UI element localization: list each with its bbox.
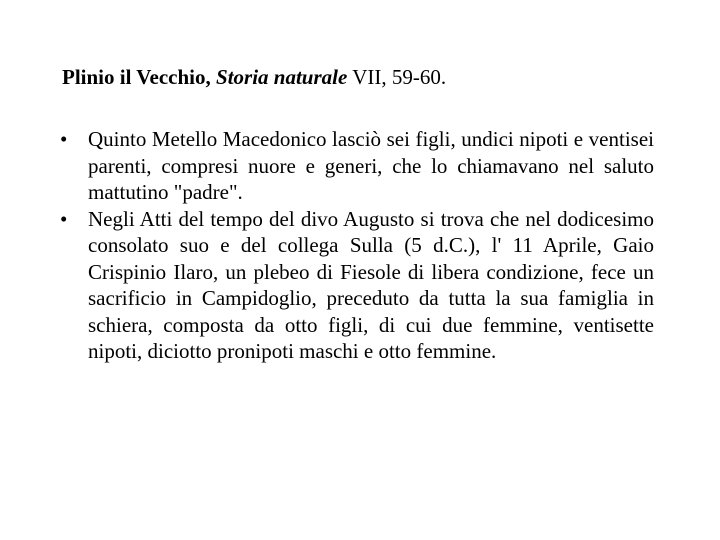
slide-title <box>62 64 662 90</box>
title-work: Storia naturale <box>216 65 348 89</box>
bullet-text: Quinto Metello Macedonico lasciò sei figli, undici nipoti e ventisei parenti, compresi nuore e generi, che lo chiamavano nel saluto mattutino "padre". <box>88 127 654 204</box>
bullet-marker-icon: • <box>60 206 68 231</box>
title-reference: VII, 59-60. <box>352 65 447 89</box>
title-author: Plinio il Vecchio, <box>62 65 211 89</box>
bullet-list <box>60 126 654 365</box>
bullet-item <box>60 126 654 206</box>
bullet-marker-icon: • <box>60 127 68 151</box>
bullet-item <box>60 206 654 365</box>
bullet-text: Negli Atti del tempo del divo Augusto si trova che nel dodicesimo consolato suo e del collega Sulla (5 d.C.), l' 11 Aprile, Gaio Crispinio Ilaro, un plebeo di Fiesole di libera condizione, fece un sacrificio in Campidoglio, preceduto da tutta la sua famiglia in schiera, composta da otto figli, di cui due femmine, ventisette nipoti, diciotto pronipoti maschi e otto femmine. <box>88 206 654 363</box>
